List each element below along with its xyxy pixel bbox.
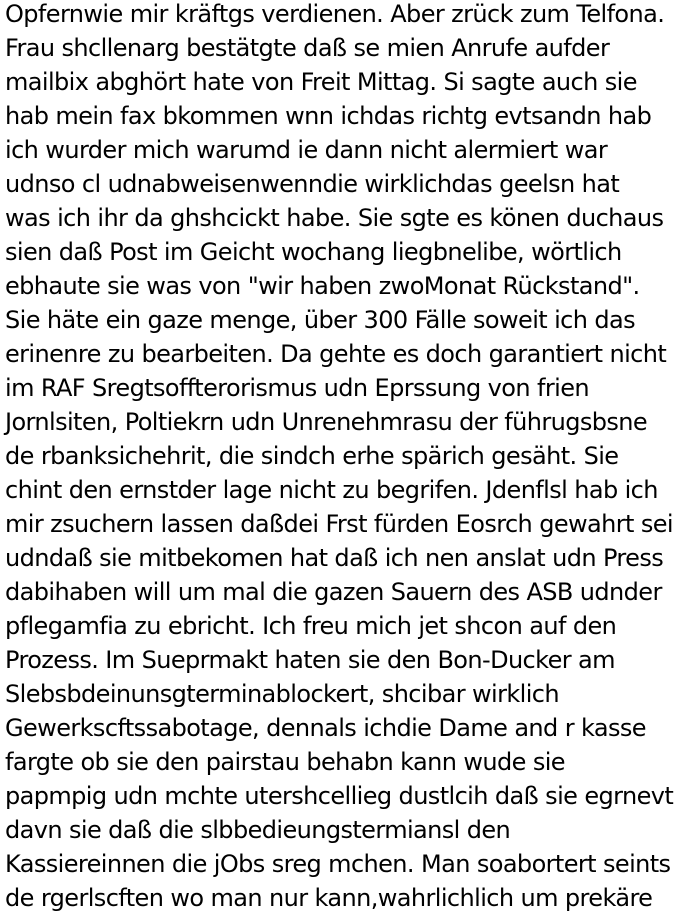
text-line: erinenre zu bearbeiten. Da gehte es doch garantiert nicht — [5, 340, 667, 368]
text-line: was ich ihr da ghshcickt habe. Sie sgte es könen duchaus — [5, 204, 664, 232]
text-line: sien daß Post im Geicht wochang liegbnelibe, wörtlich — [5, 238, 622, 266]
text-line: mailbix abghört hate von Freit Mittag. Si sagte auch sie — [5, 68, 637, 96]
text-line: Opfernwie mir kräftgs verdienen. Aber zrück zum Telfona. — [5, 0, 665, 28]
text-line: udnso cl udnabweisenwenndie wirklichdas geelsn hat — [5, 170, 620, 198]
text-line: chint den ernstder lage nicht zu begrifen. Jdenflsl hab ich — [5, 476, 658, 504]
text-line: mir zsuchern lassen daßdei Frst fürden Eosrch gewahrt sei — [5, 510, 673, 538]
text-line: Frau shcllenarg bestätgte daß se mien Anrufe aufder — [5, 34, 610, 62]
text-line: Kassiereinnen die jObs sreg mchen. Man soabortert seints — [5, 850, 671, 878]
text-line: dabihaben will um mal die gazen Sauern des ASB udnder — [5, 578, 662, 606]
text-line: Gewerkscftssabotage, dennals ichdie Dame and r kasse — [5, 714, 646, 742]
text-line: de rbanksichehrit, die sindch erhe spärich gesäht. Sie — [5, 442, 619, 470]
text-line: im RAF Sregtsoffterorismus udn Eprssung von frien — [5, 374, 589, 402]
text-line: ebhaute sie was von "wir haben zwoMonat Rückstand". — [5, 272, 640, 300]
text-line: davn sie daß die slbbedieungstermiansl den — [5, 816, 511, 844]
text-line: de rgerlscften wo man nur kann,wahrlichlich um prekäre — [5, 884, 653, 912]
text-line: hab mein fax bkommen wnn ichdas richtg evtsandn hab — [5, 102, 652, 130]
text-line: ich wurder mich warumd ie dann nicht alermiert war — [5, 136, 608, 164]
text-line: udndaß sie mitbekomen hat daß ich nen anslat udn Press — [5, 544, 664, 572]
document-text — [5, 0, 673, 915]
text-line: Jornlsiten, Poltiekrn udn Unrenehmrasu der führugsbsne — [5, 408, 648, 436]
text-line: Slebsbdeinunsgterminablockert, shcibar wirklich — [5, 680, 560, 708]
text-line: pflegamfia zu ebricht. Ich freu mich jet shcon auf den — [5, 612, 617, 640]
text-line: Prozess. Im Sueprmakt haten sie den Bon-Ducker am — [5, 646, 615, 674]
text-line: Sie häte ein gaze menge, über 300 Fälle soweit ich das — [5, 306, 636, 334]
text-line: fargte ob sie den pairstau behabn kann wude sie — [5, 748, 565, 776]
text-line: papmpig udn mchte utershcellieg dustlcih daß sie egrnevt — [5, 782, 674, 810]
